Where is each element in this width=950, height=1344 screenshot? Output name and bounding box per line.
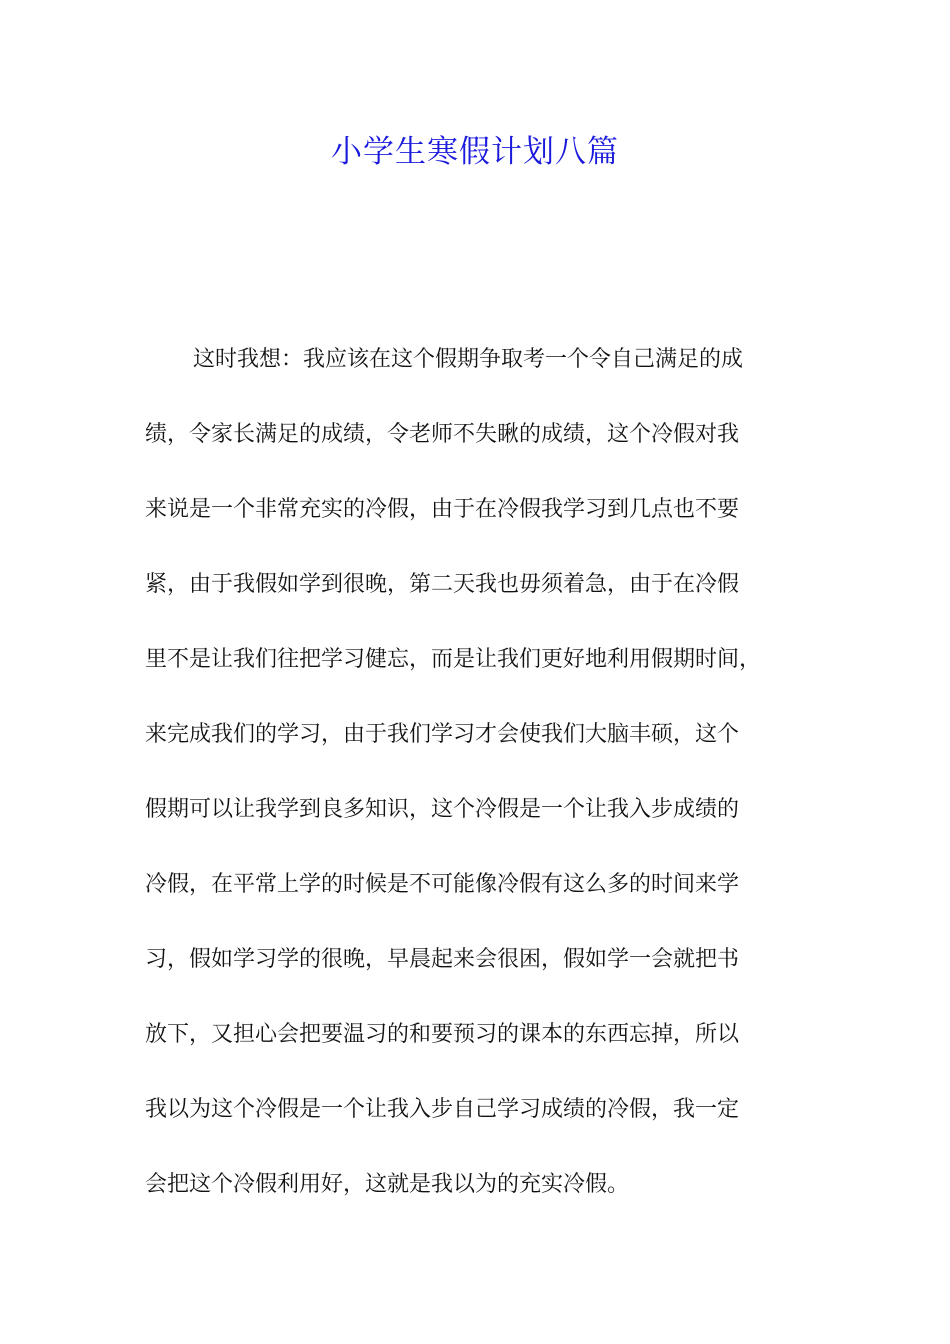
body-line: 来说是一个非常充实的冷假，由于在冷假我学习到几点也不要 [145, 497, 740, 522]
document-body [145, 342, 825, 1242]
body-line: 我以为这个冷假是一个让我入步自己学习成绩的冷假，我一定 [145, 1097, 740, 1122]
document-title: 小学生寒假计划八篇 [331, 134, 619, 170]
body-line: 里不是让我们往把学习健忘，而是让我们更好地利用假期时间， [145, 647, 762, 672]
body-line: 这时我想：我应该在这个假期争取考一个令自己满足的成 [193, 347, 744, 372]
body-line: 习，假如学习学的很晚，早晨起来会很困，假如学一会就把书 [145, 947, 740, 972]
body-line: 紧，由于我假如学到很晚，第二天我也毋须着急，由于在冷假 [145, 572, 740, 597]
body-line: 假期可以让我学到良多知识，这个冷假是一个让我入步成绩的 [145, 797, 740, 822]
body-line: 会把这个冷假利用好，这就是我以为的充实冷假。 [145, 1172, 630, 1197]
body-line: 冷假，在平常上学的时候是不可能像冷假有这么多的时间来学 [145, 872, 740, 897]
body-line: 绩，令家长满足的成绩，令老师不失瞅的成绩，这个冷假对我 [145, 422, 740, 447]
body-line: 来完成我们的学习，由于我们学习才会使我们大脑丰硕，这个 [145, 722, 740, 747]
body-line: 放下，又担心会把要温习的和要预习的课本的东西忘掉，所以 [145, 1022, 740, 1047]
